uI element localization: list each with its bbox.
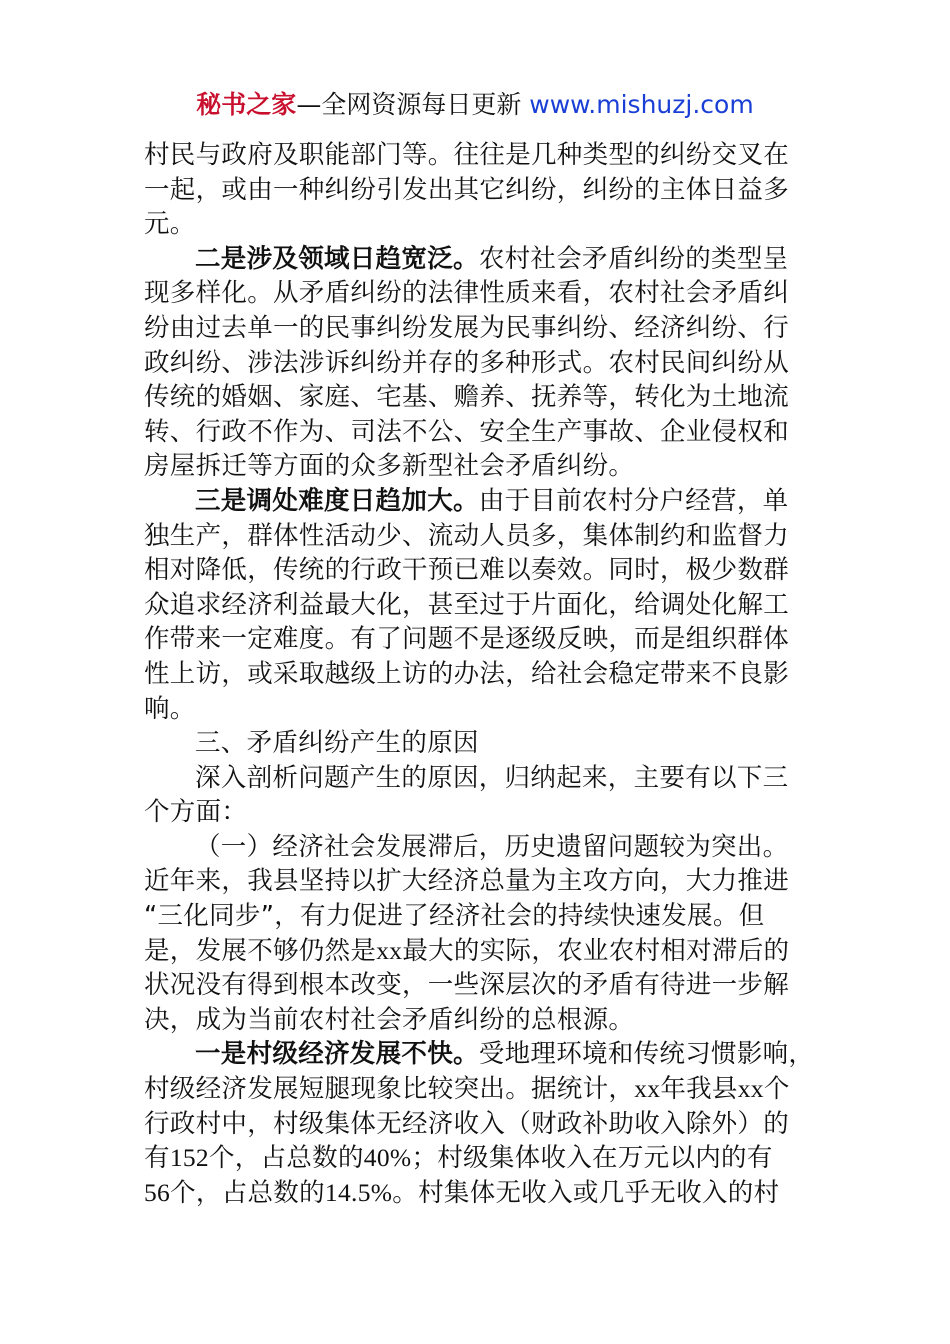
text-line: [144, 1037, 815, 1072]
bold-heading-text: 三是调处难度日趋加大。: [195, 485, 479, 516]
brand-name: 秘书之家: [196, 90, 297, 119]
text-span: 相对降低，传统的行政干预已难以奏效。同时，极少数群: [144, 555, 790, 586]
text-span: 个: [763, 1074, 790, 1105]
text-span: 状况没有得到根本改变，一些深层次的矛盾有待进一步解: [144, 970, 790, 1001]
text-line: [144, 1003, 810, 1038]
text-span: （一）经济社会发展滞后，历史遗留问题较为突出。: [195, 831, 789, 862]
bold-heading-text: 一是村级经济发展不快。: [195, 1039, 479, 1070]
text-span: 众追求经济利益最大化，甚至过于片面化，给调处化解工: [144, 589, 790, 620]
text-line: [144, 415, 810, 450]
text-span: 。村集体无收入或几乎无收入的村: [392, 1177, 780, 1208]
text-line: [144, 692, 810, 727]
text-line: [144, 1176, 810, 1211]
text-span: 村民与政府及职能部门等。往往是几种类型的纠纷交叉在: [144, 140, 790, 170]
text-line: [144, 311, 810, 346]
text-line: [144, 761, 810, 796]
text-span: 村级经济发展短腿现象比较突出。据统计，: [144, 1074, 635, 1105]
text-span: 是，发展不够仍然是: [144, 935, 377, 966]
text-span: 作带来一定难度。有了问题不是逐级反映，而是组织群体: [144, 624, 790, 655]
page-header: [0, 88, 950, 122]
text-span: 响。: [144, 693, 196, 724]
text-span: 个方面：: [144, 797, 248, 828]
text-span: xx: [376, 935, 403, 965]
text-line: [144, 795, 810, 830]
text-line: [144, 588, 810, 623]
text-span: 转、行政不作为、司法不公、安全生产事故、企业侵权和: [144, 416, 790, 447]
text-span: 152: [169, 1143, 209, 1173]
header-url[interactable]: www.mishuzj.com: [529, 90, 754, 119]
header-dash: —: [296, 90, 322, 119]
text-span: 一起，或由一种纠纷引发出其它纠纷，纠纷的主体日益多: [144, 174, 790, 205]
text-span: 由于目前农村分户经营，单: [478, 485, 789, 516]
text-line: [144, 657, 810, 692]
text-span: 14.5%: [324, 1177, 393, 1207]
text-span: 现多样化。从矛盾纠纷的法律性质来看，农村社会矛盾纠: [144, 278, 790, 309]
text-line: [144, 1072, 810, 1107]
text-line: [144, 864, 810, 899]
text-line: [144, 830, 810, 865]
text-line: [144, 449, 810, 484]
text-line: [144, 622, 810, 657]
text-span: 政纠纷、涉法涉诉纠纷并存的多种形式。农村民间纠纷从: [144, 347, 790, 378]
text-span: 深入剖析问题产生的原因，归纳起来，主要有以下三: [195, 762, 789, 793]
text-span: 纷由过去单一的民事纠纷发展为民事纠纷、经济纠纷、行: [144, 312, 790, 343]
text-span: 近年来，我县坚持以扩大经济总量为主攻方向，大力推进: [144, 866, 790, 897]
text-line: [144, 968, 810, 1003]
text-line: [144, 519, 810, 554]
text-line: [144, 207, 810, 242]
text-line: [144, 553, 810, 588]
text-line: [144, 1141, 810, 1176]
text-line: [144, 138, 810, 173]
text-span: 个，占总数的: [170, 1177, 325, 1208]
text-span: 受地理环境和传统习惯影响，: [478, 1039, 815, 1070]
text-line: [144, 276, 810, 311]
bold-heading-text: 二是涉及领域日趋宽泛。: [195, 243, 479, 274]
text-span: 农村社会矛盾纠纷的类型呈: [478, 243, 789, 274]
text-span: 个，占总数的: [208, 1143, 364, 1174]
text-span: 56: [144, 1177, 171, 1207]
text-span: 独生产，群体性活动少、流动人员多，集体制约和监督力: [144, 520, 790, 551]
text-line: [144, 934, 810, 969]
text-span: xx: [634, 1074, 661, 1104]
header-tagline: 全网资源每日更新: [321, 90, 530, 119]
text-span: 性上访，或采取越级上访的办法，给社会稳定带来不良影: [144, 658, 790, 689]
text-span: 40%: [363, 1143, 412, 1173]
text-span: 元。: [144, 209, 196, 240]
text-span: “三化同步”，有力促进了经济社会的持续快速发展。但: [144, 901, 765, 932]
text-line: [144, 726, 810, 761]
text-span: 行政村中，村级集体无经济收入（财政补助收入除外）的: [144, 1108, 790, 1139]
text-span: 有: [144, 1143, 170, 1174]
document-body: [144, 138, 815, 1210]
text-line: [144, 899, 810, 934]
text-line: [144, 484, 810, 519]
text-span: 年我县: [660, 1074, 738, 1105]
text-span: 最大的实际，农业农村相对滞后的: [402, 935, 790, 966]
text-line: [144, 1107, 810, 1142]
text-line: [144, 346, 810, 381]
text-span: 决，成为当前农村社会矛盾纠纷的总根源。: [144, 1004, 635, 1035]
text-span: ；村级集体收入在万元以内的有: [411, 1143, 773, 1174]
text-line: [144, 173, 810, 208]
text-span: xx: [737, 1074, 764, 1104]
text-span: 三、矛盾纠纷产生的原因: [195, 728, 479, 759]
text-span: 房屋拆迁等方面的众多新型社会矛盾纠纷。: [144, 451, 635, 482]
text-line: [144, 242, 810, 277]
text-line: [144, 380, 810, 415]
text-span: 传统的婚姻、家庭、宅基、赡养、抚养等，转化为土地流: [144, 382, 790, 413]
